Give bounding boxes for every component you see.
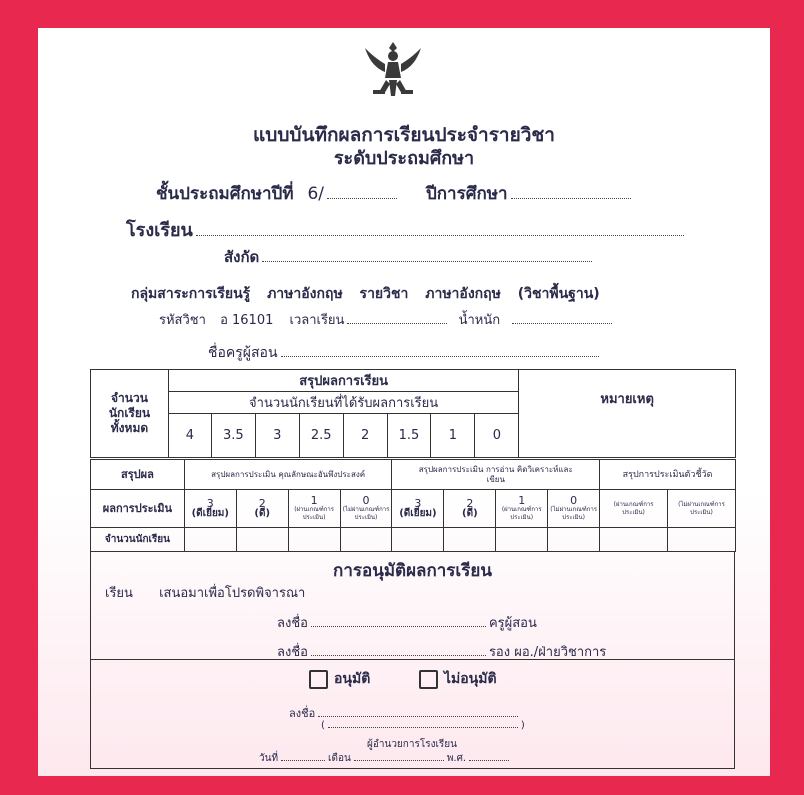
indicator-pass-cell: (ผ่านเกณฑ์การประเมิน) [600, 490, 668, 528]
level-cell: 1 (ผ่านเกณฑ์การประเมิน) [496, 490, 548, 528]
subject-group-label: กลุ่มสาระการเรียนรู้ [131, 286, 251, 302]
subject-type: (วิชาพื้นฐาน) [517, 286, 600, 302]
disapprove-label: ไม่อนุมัติ [444, 671, 497, 687]
teacher-blank[interactable] [281, 355, 599, 357]
director-sign-blank[interactable] [318, 715, 518, 717]
teacher-line [208, 342, 602, 364]
grade-cell: 4 [168, 414, 211, 458]
date-line [259, 751, 512, 766]
sign-label: ลงชื่อ [289, 707, 316, 720]
count-cell[interactable] [392, 528, 444, 552]
approval-section [90, 551, 735, 660]
director-name-line [321, 720, 525, 731]
assessment-label: ผลการประเมิน [91, 490, 185, 528]
school-line [126, 215, 687, 244]
disapprove-checkbox[interactable] [419, 670, 438, 689]
month-blank[interactable] [354, 759, 444, 761]
grade-cell: 3.5 [211, 414, 255, 458]
disapprove-option[interactable] [419, 668, 497, 690]
count-cell[interactable] [496, 528, 548, 552]
code-value: อ 16101 [220, 313, 274, 328]
request-line [105, 582, 305, 603]
year-label: ปีการศึกษา [425, 184, 508, 204]
count-cell[interactable] [600, 528, 668, 552]
grade-label: ชั้นประถมศึกษาปีที่ [156, 184, 294, 204]
level-cell: 0 (ไม่ผ่านเกณฑ์การประเมิน) [340, 490, 392, 528]
grade-blank[interactable] [327, 197, 397, 199]
weight-blank[interactable] [512, 322, 612, 324]
paren-open: ( [321, 720, 325, 731]
be-year-label: พ.ศ. [446, 753, 467, 764]
school-blank[interactable] [196, 234, 684, 236]
form-subtitle: ระดับประถมศึกษา [333, 148, 475, 169]
count-cell[interactable] [667, 528, 735, 552]
count-cell[interactable] [340, 528, 392, 552]
grade-cell: 1.5 [387, 414, 431, 458]
subject-group-line [131, 283, 600, 305]
indicator-fail-cell: (ไม่ผ่านเกณฑ์การประเมิน) [667, 490, 735, 528]
subject-label: รายวิชา [359, 286, 409, 302]
date-label: วันที่ [259, 753, 279, 764]
weight-label: น้ำหนัก [458, 313, 501, 328]
deputy-sign-blank[interactable] [311, 654, 486, 656]
grade-line [156, 180, 634, 207]
trait-group-header: สรุปผลการประเมิน คุณลักษณะอันพึงประสงค์ [184, 460, 392, 490]
teacher-label: ชื่อครูผู้สอน [208, 345, 278, 361]
count-cell[interactable] [444, 528, 496, 552]
garuda-emblem-icon [363, 38, 423, 102]
subject-group-value: ภาษาอังกฤษ [267, 286, 343, 302]
paren-close: ) [520, 720, 525, 731]
time-blank[interactable] [347, 322, 447, 324]
approve-option[interactable] [309, 668, 370, 690]
request-text: เสนอมาเพื่อโปรดพิจารณา [159, 586, 306, 601]
school-label: โรงเรียน [126, 220, 193, 241]
summary-label: สรุปผล [91, 460, 185, 490]
level-cell: 3 (ดีเยี่ยม) [392, 490, 444, 528]
be-year-blank[interactable] [469, 759, 509, 761]
code-line [159, 309, 615, 330]
assessment-summary-table [90, 459, 736, 552]
sign-label: ลงชื่อ [277, 645, 308, 660]
results-table [90, 369, 736, 458]
approve-label: อนุมัติ [334, 671, 371, 687]
count-cell[interactable] [288, 528, 340, 552]
students-count-label: จำนวนนักเรียน [91, 528, 185, 552]
remarks-header: หมายเหตุ [519, 370, 736, 458]
approval-title: การอนุมัติผลการเรียน [333, 561, 492, 581]
grade-cell: 3 [255, 414, 299, 458]
sign-label: ลงชื่อ [277, 616, 308, 631]
affiliation-blank[interactable] [262, 260, 592, 262]
director-name-blank[interactable] [328, 726, 518, 728]
teacher-sign-line [277, 612, 537, 633]
deputy-role: รอง ผอ./ฝ่ายวิชาการ [488, 645, 607, 660]
level-cell: 2 (ดี) [236, 490, 288, 528]
form-title: แบบบันทึกผลการเรียนประจำรายวิชา [253, 124, 555, 146]
count-cell[interactable] [548, 528, 600, 552]
code-label: รหัสวิชา [159, 313, 206, 328]
subject-value: ภาษาอังกฤษ [425, 286, 501, 302]
grade-value: 6/ [307, 184, 325, 204]
indicator-group-header: สรุปการประเมินตัวชี้วัด [600, 460, 736, 490]
level-cell: 1 (ผ่านเกณฑ์การประเมิน) [288, 490, 340, 528]
teacher-role: ครูผู้สอน [488, 616, 537, 631]
affiliation-label: สังกัด [224, 248, 260, 266]
record-sheet [38, 28, 770, 776]
affiliation-line [224, 245, 595, 269]
director-role: ผู้อำนวยการโรงเรียน [367, 739, 457, 750]
grade-cell: 1 [431, 414, 475, 458]
grade-cell: 0 [475, 414, 519, 458]
count-cell[interactable] [236, 528, 288, 552]
summary-header: สรุปผลการเรียน [168, 370, 518, 392]
reading-group-header: สรุปผลการประเมิน การอ่าน คิดวิเคราะห์และเขียน [392, 460, 600, 490]
total-students-header: จำนวนนักเรียนทั้งหมด [91, 370, 169, 458]
approve-checkbox[interactable] [309, 670, 328, 689]
teacher-sign-blank[interactable] [311, 625, 486, 627]
request-label: เรียน [105, 586, 133, 601]
year-blank[interactable] [511, 197, 631, 199]
count-cell[interactable] [184, 528, 236, 552]
grade-cell: 2 [343, 414, 387, 458]
month-label: เดือน [328, 753, 351, 764]
day-blank[interactable] [281, 759, 325, 761]
time-label: เวลาเรียน [289, 313, 345, 328]
level-cell: 2 (ดี) [444, 490, 496, 528]
grade-cell: 2.5 [299, 414, 343, 458]
level-cell: 3 (ดีเยี่ยม) [184, 490, 236, 528]
level-cell: 0 (ไม่ผ่านเกณฑ์การประเมิน) [548, 490, 600, 528]
director-section [90, 659, 735, 769]
students-received-header: จำนวนนักเรียนที่ได้รับผลการเรียน [168, 392, 518, 414]
